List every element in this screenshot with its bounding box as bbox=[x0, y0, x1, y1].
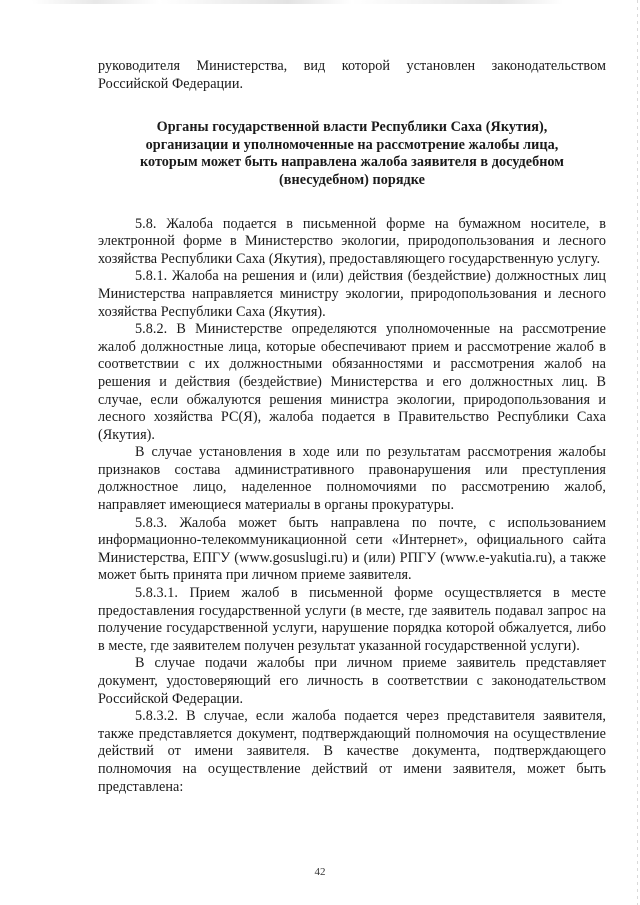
scan-edge-artifact bbox=[637, 0, 638, 905]
paragraph-personal-reception: В случае подачи жалобы при личном приеме заявитель представляет документ, удостоверяющий его личность в соответствии с законодательством Российской Федерации. bbox=[98, 655, 606, 707]
paragraph-violation-case: В случае установления в ходе или по результатам рассмотрения жалобы признаков состава административного правонарушения или преступления должностное лицо, наделенное полномочиями по рассмотрению жалоб, направляет имеющиеся материалы в органы прокуратуры. bbox=[98, 444, 606, 514]
intro-paragraph: руководителя Министерства, вид которой установлен законодательством Российской Федерации. bbox=[98, 58, 606, 92]
page-number: 42 bbox=[314, 866, 326, 878]
paragraph-5-8-3: 5.8.3. Жалоба может быть направлена по почте, с использованием информационно-телекоммуникационной сети «Интернет», официального сайта Министерства, ЕПГУ (www.gosuslugi.ru) и (или) РПГУ (www.e-yakutia.ru), а также может быть принята при личном приеме заявителя. bbox=[98, 514, 606, 584]
scan-top-artifact bbox=[0, 0, 640, 4]
paragraph-5-8-2: 5.8.2. В Министерстве определяются уполномоченные на рассмотрение жалоб должностные лица, которые обеспечивают прием и рассмотрение жалоб в соответствии с их должностными обязанностями и рассмотрения жалоб на решения и действия (бездействие) Министерства и его должностных лиц. В случае, если обжалуются решения министра экологии, природопользования и лесного хозяйства РС(Я), жалоба подается в Правительство Республики Саха (Якутия). bbox=[98, 321, 606, 443]
paragraph-5-8-3-1: 5.8.3.1. Прием жалоб в письменной форме осуществляется в месте предоставления государственной услуги (в месте, где заявитель подавал запрос на получение государственной услуги, нарушение порядка которой обжалуется, либо в месте, где заявителем получен результат указанной государственной услуги). bbox=[98, 585, 606, 654]
paragraph-5-8-1: 5.8.1. Жалоба на решения и (или) действия (бездействие) должностных лиц Министерства направляется министру экологии, природопользования и лесного хозяйства Республики Саха (Якутия). bbox=[98, 268, 606, 320]
paragraph-5-8: 5.8. Жалоба подается в письменной форме на бумажном носителе, в электронной форме в Министерство экологии, природопользования и лесного хозяйства Республики Саха (Якутия), предоставляющего государственную услугу. bbox=[98, 215, 606, 267]
document-page bbox=[98, 58, 606, 796]
paragraph-5-8-3-2: 5.8.3.2. В случае, если жалоба подается через представителя заявителя, также представляется документ, подтверждающий полномочия на осуществление действий от имени заявителя. В качестве документа, подтверждающего полномочия на осуществление действий от имени заявителя, может быть представлена: bbox=[98, 708, 606, 795]
section-heading: Органы государственной власти Республики Саха (Якутия), организации и уполномоченные на рассмотрение жалобы лица, которым может быть направлена жалоба заявителя в досудебном (внесудебном) порядке bbox=[139, 119, 565, 188]
